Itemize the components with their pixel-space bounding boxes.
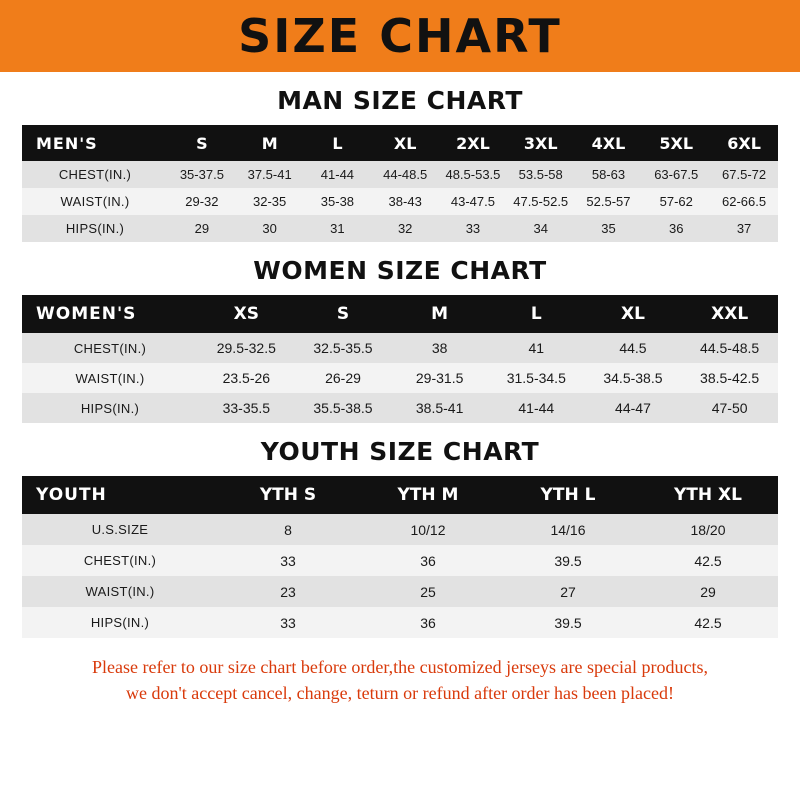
footer-line-2: we don't accept cancel, change, teturn or refund after order has been placed! [126, 683, 674, 704]
women-header-label: WOMEN'S [22, 295, 198, 333]
youth-ussize-s: 8 [218, 514, 358, 545]
men-hips-4xl: 35 [575, 215, 643, 242]
youth-header-m: YTH M [358, 476, 498, 514]
men-chest-m: 37.5-41 [236, 161, 304, 188]
youth-ussize-xl: 18/20 [638, 514, 778, 545]
women-table-header-row [22, 295, 778, 333]
women-row-label-chest: CHEST(IN.) [22, 333, 198, 363]
men-header-label: MEN'S [22, 125, 168, 161]
women-hips-xl: 44-47 [585, 393, 682, 423]
women-chest-l: 41 [488, 333, 585, 363]
women-chest-m: 38 [391, 333, 488, 363]
men-waist-m: 32-35 [236, 188, 304, 215]
youth-size-table [22, 476, 778, 638]
men-size-table [22, 125, 778, 242]
youth-hips-m: 36 [358, 607, 498, 638]
men-hips-2xl: 33 [439, 215, 507, 242]
men-chest-4xl: 58-63 [575, 161, 643, 188]
youth-hips-xl: 42.5 [638, 607, 778, 638]
women-header-m: M [391, 295, 488, 333]
men-table-header-row [22, 125, 778, 161]
youth-chest-m: 36 [358, 545, 498, 576]
youth-section-title: YOUTH SIZE CHART [260, 437, 540, 466]
men-chest-xl: 44-48.5 [371, 161, 439, 188]
men-hips-m: 30 [236, 215, 304, 242]
men-waist-5xl: 57-62 [642, 188, 710, 215]
youth-header-label: YOUTH [22, 476, 218, 514]
header-band [0, 0, 800, 72]
table-row [22, 188, 778, 215]
table-row [22, 607, 778, 638]
women-hips-xs: 33-35.5 [198, 393, 295, 423]
youth-waist-xl: 29 [638, 576, 778, 607]
men-chest-6xl: 67.5-72 [710, 161, 778, 188]
youth-ussize-l: 14/16 [498, 514, 638, 545]
men-row-label-hips: HIPS(IN.) [22, 215, 168, 242]
women-header-xxl: XXL [681, 295, 778, 333]
women-waist-xxl: 38.5-42.5 [681, 363, 778, 393]
youth-chest-xl: 42.5 [638, 545, 778, 576]
women-header-s: S [295, 295, 392, 333]
men-waist-6xl: 62-66.5 [710, 188, 778, 215]
table-row [22, 215, 778, 242]
men-chest-3xl: 53.5-58 [507, 161, 575, 188]
table-row [22, 161, 778, 188]
women-waist-xs: 23.5-26 [198, 363, 295, 393]
youth-chest-l: 39.5 [498, 545, 638, 576]
men-header-4xl: 4XL [575, 125, 643, 161]
women-header-xl: XL [585, 295, 682, 333]
women-size-table [22, 295, 778, 423]
women-waist-m: 29-31.5 [391, 363, 488, 393]
table-row [22, 514, 778, 545]
youth-row-label-chest: CHEST(IN.) [22, 545, 218, 576]
men-chest-s: 35-37.5 [168, 161, 236, 188]
table-row [22, 363, 778, 393]
youth-table-header-row [22, 476, 778, 514]
youth-header-xl: YTH XL [638, 476, 778, 514]
men-header-l: L [304, 125, 372, 161]
men-header-s: S [168, 125, 236, 161]
youth-header-s: YTH S [218, 476, 358, 514]
women-section-title: WOMEN SIZE CHART [253, 256, 547, 285]
youth-waist-l: 27 [498, 576, 638, 607]
youth-hips-s: 33 [218, 607, 358, 638]
youth-header-l: YTH L [498, 476, 638, 514]
men-hips-3xl: 34 [507, 215, 575, 242]
youth-chest-s: 33 [218, 545, 358, 576]
youth-hips-l: 39.5 [498, 607, 638, 638]
youth-row-label-hips: HIPS(IN.) [22, 607, 218, 638]
footer-disclaimer [22, 654, 778, 706]
men-waist-s: 29-32 [168, 188, 236, 215]
men-waist-3xl: 47.5-52.5 [507, 188, 575, 215]
men-waist-2xl: 43-47.5 [439, 188, 507, 215]
page-title: SIZE CHART [238, 9, 562, 63]
men-header-m: M [236, 125, 304, 161]
women-hips-xxl: 47-50 [681, 393, 778, 423]
women-hips-l: 41-44 [488, 393, 585, 423]
women-chest-xxl: 44.5-48.5 [681, 333, 778, 363]
men-row-label-waist: WAIST(IN.) [22, 188, 168, 215]
women-header-l: L [488, 295, 585, 333]
table-row [22, 545, 778, 576]
men-hips-xl: 32 [371, 215, 439, 242]
men-header-5xl: 5XL [642, 125, 710, 161]
men-hips-s: 29 [168, 215, 236, 242]
youth-waist-s: 23 [218, 576, 358, 607]
men-waist-l: 35-38 [304, 188, 372, 215]
youth-ussize-m: 10/12 [358, 514, 498, 545]
women-waist-xl: 34.5-38.5 [585, 363, 682, 393]
youth-waist-m: 25 [358, 576, 498, 607]
men-waist-4xl: 52.5-57 [575, 188, 643, 215]
chart-body [0, 86, 800, 706]
women-row-label-waist: WAIST(IN.) [22, 363, 198, 393]
men-header-2xl: 2XL [439, 125, 507, 161]
men-header-3xl: 3XL [507, 125, 575, 161]
men-hips-6xl: 37 [710, 215, 778, 242]
men-chest-l: 41-44 [304, 161, 372, 188]
women-chest-xl: 44.5 [585, 333, 682, 363]
table-row [22, 393, 778, 423]
men-waist-xl: 38-43 [371, 188, 439, 215]
youth-row-label-waist: WAIST(IN.) [22, 576, 218, 607]
men-hips-5xl: 36 [642, 215, 710, 242]
men-hips-l: 31 [304, 215, 372, 242]
men-header-xl: XL [371, 125, 439, 161]
men-header-6xl: 6XL [710, 125, 778, 161]
footer-line-1: Please refer to our size chart before order,the customized jerseys are special products, [91, 657, 708, 677]
men-chest-2xl: 48.5-53.5 [439, 161, 507, 188]
table-row [22, 333, 778, 363]
men-row-label-chest: CHEST(IN.) [22, 161, 168, 188]
women-waist-s: 26-29 [295, 363, 392, 393]
men-chest-5xl: 63-67.5 [642, 161, 710, 188]
women-header-xs: XS [198, 295, 295, 333]
women-hips-s: 35.5-38.5 [295, 393, 392, 423]
women-row-label-hips: HIPS(IN.) [22, 393, 198, 423]
youth-row-label-ussize: U.S.SIZE [22, 514, 218, 545]
women-waist-l: 31.5-34.5 [488, 363, 585, 393]
women-chest-s: 32.5-35.5 [295, 333, 392, 363]
women-chest-xs: 29.5-32.5 [198, 333, 295, 363]
men-section-title: MAN SIZE CHART [277, 86, 523, 115]
table-row [22, 576, 778, 607]
women-hips-m: 38.5-41 [391, 393, 488, 423]
